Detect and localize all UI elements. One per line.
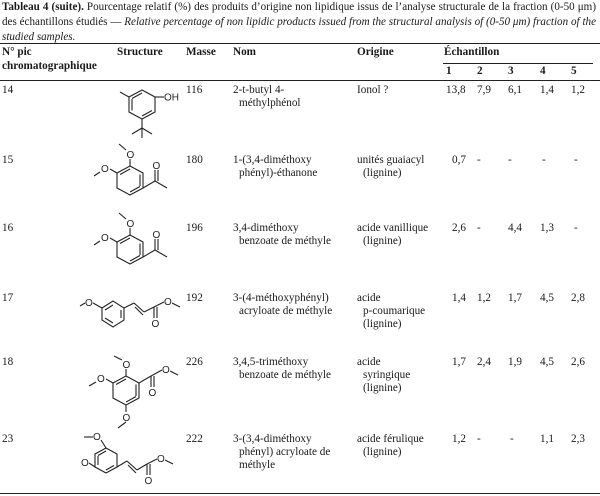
row-value-2: 1,2 xyxy=(477,292,491,304)
row-origine: (lignine) xyxy=(363,318,402,330)
row-origine: acide vanillique xyxy=(357,222,429,234)
header-pic-line1: N° pic xyxy=(2,46,32,58)
row-nom: méthylphénol xyxy=(239,97,301,109)
row-pic: 17 xyxy=(2,292,14,304)
structure-label: O xyxy=(97,374,105,385)
header-origine: Origine xyxy=(357,46,394,58)
row-origine: (lignine) xyxy=(363,235,402,247)
structure-row-15 xyxy=(94,146,184,218)
header-echantillon: Échantillon xyxy=(444,46,500,58)
structure-label: O xyxy=(122,360,131,371)
row-pic: 16 xyxy=(2,222,14,234)
row-value-4: 1,3 xyxy=(540,222,554,234)
row-value-5: 2,3 xyxy=(571,433,585,445)
structure-row-14 xyxy=(118,86,188,144)
row-value-4: 1,1 xyxy=(540,433,554,445)
row-nom: benzoate de méthyle xyxy=(239,235,331,247)
row-value-1: 2,6 xyxy=(452,222,466,234)
row-value-3: - xyxy=(508,154,512,166)
row-origine: Ionol ? xyxy=(357,84,389,96)
structure-row-16 xyxy=(94,215,184,287)
structure-label: O xyxy=(151,319,160,330)
structure-label: O xyxy=(122,413,131,424)
benzene-ring xyxy=(129,90,155,119)
structure-label: O xyxy=(164,297,172,308)
row-origine: unités guaiacyl xyxy=(357,154,425,166)
row-masse: 222 xyxy=(186,433,203,445)
structure-label: O xyxy=(81,458,89,469)
row-nom: 3,4-diméthoxy xyxy=(233,222,299,234)
structure-label: O xyxy=(148,388,157,399)
row-value-5: - xyxy=(574,222,578,234)
structure-label: O xyxy=(157,454,165,465)
row-value-2: - xyxy=(477,433,481,445)
structure-label: O xyxy=(85,298,93,309)
row-value-5: 2,6 xyxy=(571,356,585,368)
row-nom: méthyle xyxy=(239,459,276,471)
row-origine: (lignine) xyxy=(363,382,402,394)
row-nom: 3-(4-méthoxyphényl) xyxy=(233,292,329,304)
row-pic: 14 xyxy=(2,84,14,96)
table-caption xyxy=(2,0,596,45)
row-masse: 226 xyxy=(186,356,203,368)
row-value-3: 1,9 xyxy=(508,356,522,368)
header-pic-line2: chromatographique xyxy=(2,60,97,72)
structure-label: O xyxy=(101,233,109,244)
row-pic: 18 xyxy=(2,356,14,368)
row-nom: 2-t-butyl 4- xyxy=(233,84,285,96)
row-origine: (lignine) xyxy=(363,167,402,179)
row-nom: 3-(3,4-diméthoxy xyxy=(233,433,312,445)
structure-label: OH xyxy=(164,92,179,104)
structure-label: O xyxy=(144,476,153,487)
row-value-4: 4,5 xyxy=(540,292,554,304)
row-origine: p-coumarique xyxy=(363,305,426,317)
row-pic: 15 xyxy=(2,154,14,166)
structure-row-23 xyxy=(80,430,190,490)
structure-label: O xyxy=(93,432,101,443)
row-masse: 180 xyxy=(186,154,203,166)
header-sample-2: 2 xyxy=(477,65,483,77)
benzene-ring xyxy=(117,166,143,195)
row-value-3: 1,7 xyxy=(508,292,522,304)
row-nom: phényl)-éthanone xyxy=(239,167,318,179)
row-value-2: 2,4 xyxy=(477,356,491,368)
row-value-5: 1,2 xyxy=(571,84,585,96)
structure-row-17 xyxy=(80,290,190,338)
row-value-1: 1,7 xyxy=(452,356,466,368)
benzene-ring xyxy=(113,376,139,405)
header-masse: Masse xyxy=(186,46,216,58)
row-nom: phényl) acryloate de xyxy=(239,446,331,458)
row-pic: 23 xyxy=(2,433,14,445)
bottom-rule xyxy=(0,493,600,494)
row-value-2: 7,9 xyxy=(477,84,491,96)
row-value-5: 2,8 xyxy=(571,292,585,304)
row-nom: acryloate de méthyle xyxy=(239,305,333,317)
row-value-2: - xyxy=(477,222,481,234)
structure-label: O xyxy=(101,164,109,175)
caption-label: Tableau 4 (suite). xyxy=(2,1,84,13)
structure-row-18 xyxy=(86,352,186,436)
row-origine: acide férulique xyxy=(357,433,424,445)
row-value-3: 4,4 xyxy=(508,222,522,234)
header-sample-5: 5 xyxy=(571,65,577,77)
header-structure: Structure xyxy=(117,46,163,58)
header-sample-1: 1 xyxy=(446,65,452,77)
row-value-3: 6,1 xyxy=(508,84,522,96)
structure-label: O xyxy=(162,365,170,376)
structure-label: O xyxy=(152,230,161,241)
row-value-3: - xyxy=(510,433,514,445)
row-value-5: - xyxy=(574,154,578,166)
row-origine: acide xyxy=(357,356,381,368)
header-bottom-rule xyxy=(0,80,600,81)
row-origine: (lignine) xyxy=(363,446,402,458)
top-rule xyxy=(0,43,600,44)
row-masse: 196 xyxy=(186,222,203,234)
structure-label: O xyxy=(152,161,161,172)
row-nom: benzoate de méthyle xyxy=(239,369,331,381)
row-origine: syringique xyxy=(363,369,411,381)
structure-label: O xyxy=(126,150,135,161)
caption-text-en: Relative percentage of non lipidic products issued from the structural analysis of (0-50 μm) fraction of the studied samples. xyxy=(2,16,596,43)
header-sample-4: 4 xyxy=(540,65,546,77)
row-value-1: 1,2 xyxy=(452,433,466,445)
row-masse: 192 xyxy=(186,292,203,304)
methyl-bond xyxy=(120,92,129,97)
row-value-4: 4,5 xyxy=(540,356,554,368)
benzene-ring xyxy=(117,235,143,264)
row-value-1: 0,7 xyxy=(452,154,466,166)
echantillon-rule xyxy=(443,63,593,64)
caption-text-fr: Pourcentage relatif (%) des produits d’origine non lipidique issus de l’analyse structurale de la fraction (0-50 μm) des échantillons étudiés — xyxy=(2,1,597,28)
header-nom: Nom xyxy=(233,46,256,58)
row-nom: 1-(3,4-diméthoxy xyxy=(233,154,312,166)
row-value-2: - xyxy=(477,154,481,166)
row-value-4: - xyxy=(542,154,546,166)
row-nom: 3,4,5-triméthoxy xyxy=(233,356,309,368)
row-masse: 116 xyxy=(186,84,203,96)
row-value-1: 13,8 xyxy=(446,84,466,96)
row-value-4: 1,4 xyxy=(540,84,554,96)
header-sample-3: 3 xyxy=(508,65,514,77)
structure-label: O xyxy=(126,219,135,230)
row-origine: acide xyxy=(357,292,381,304)
row-value-1: 1,4 xyxy=(452,292,466,304)
